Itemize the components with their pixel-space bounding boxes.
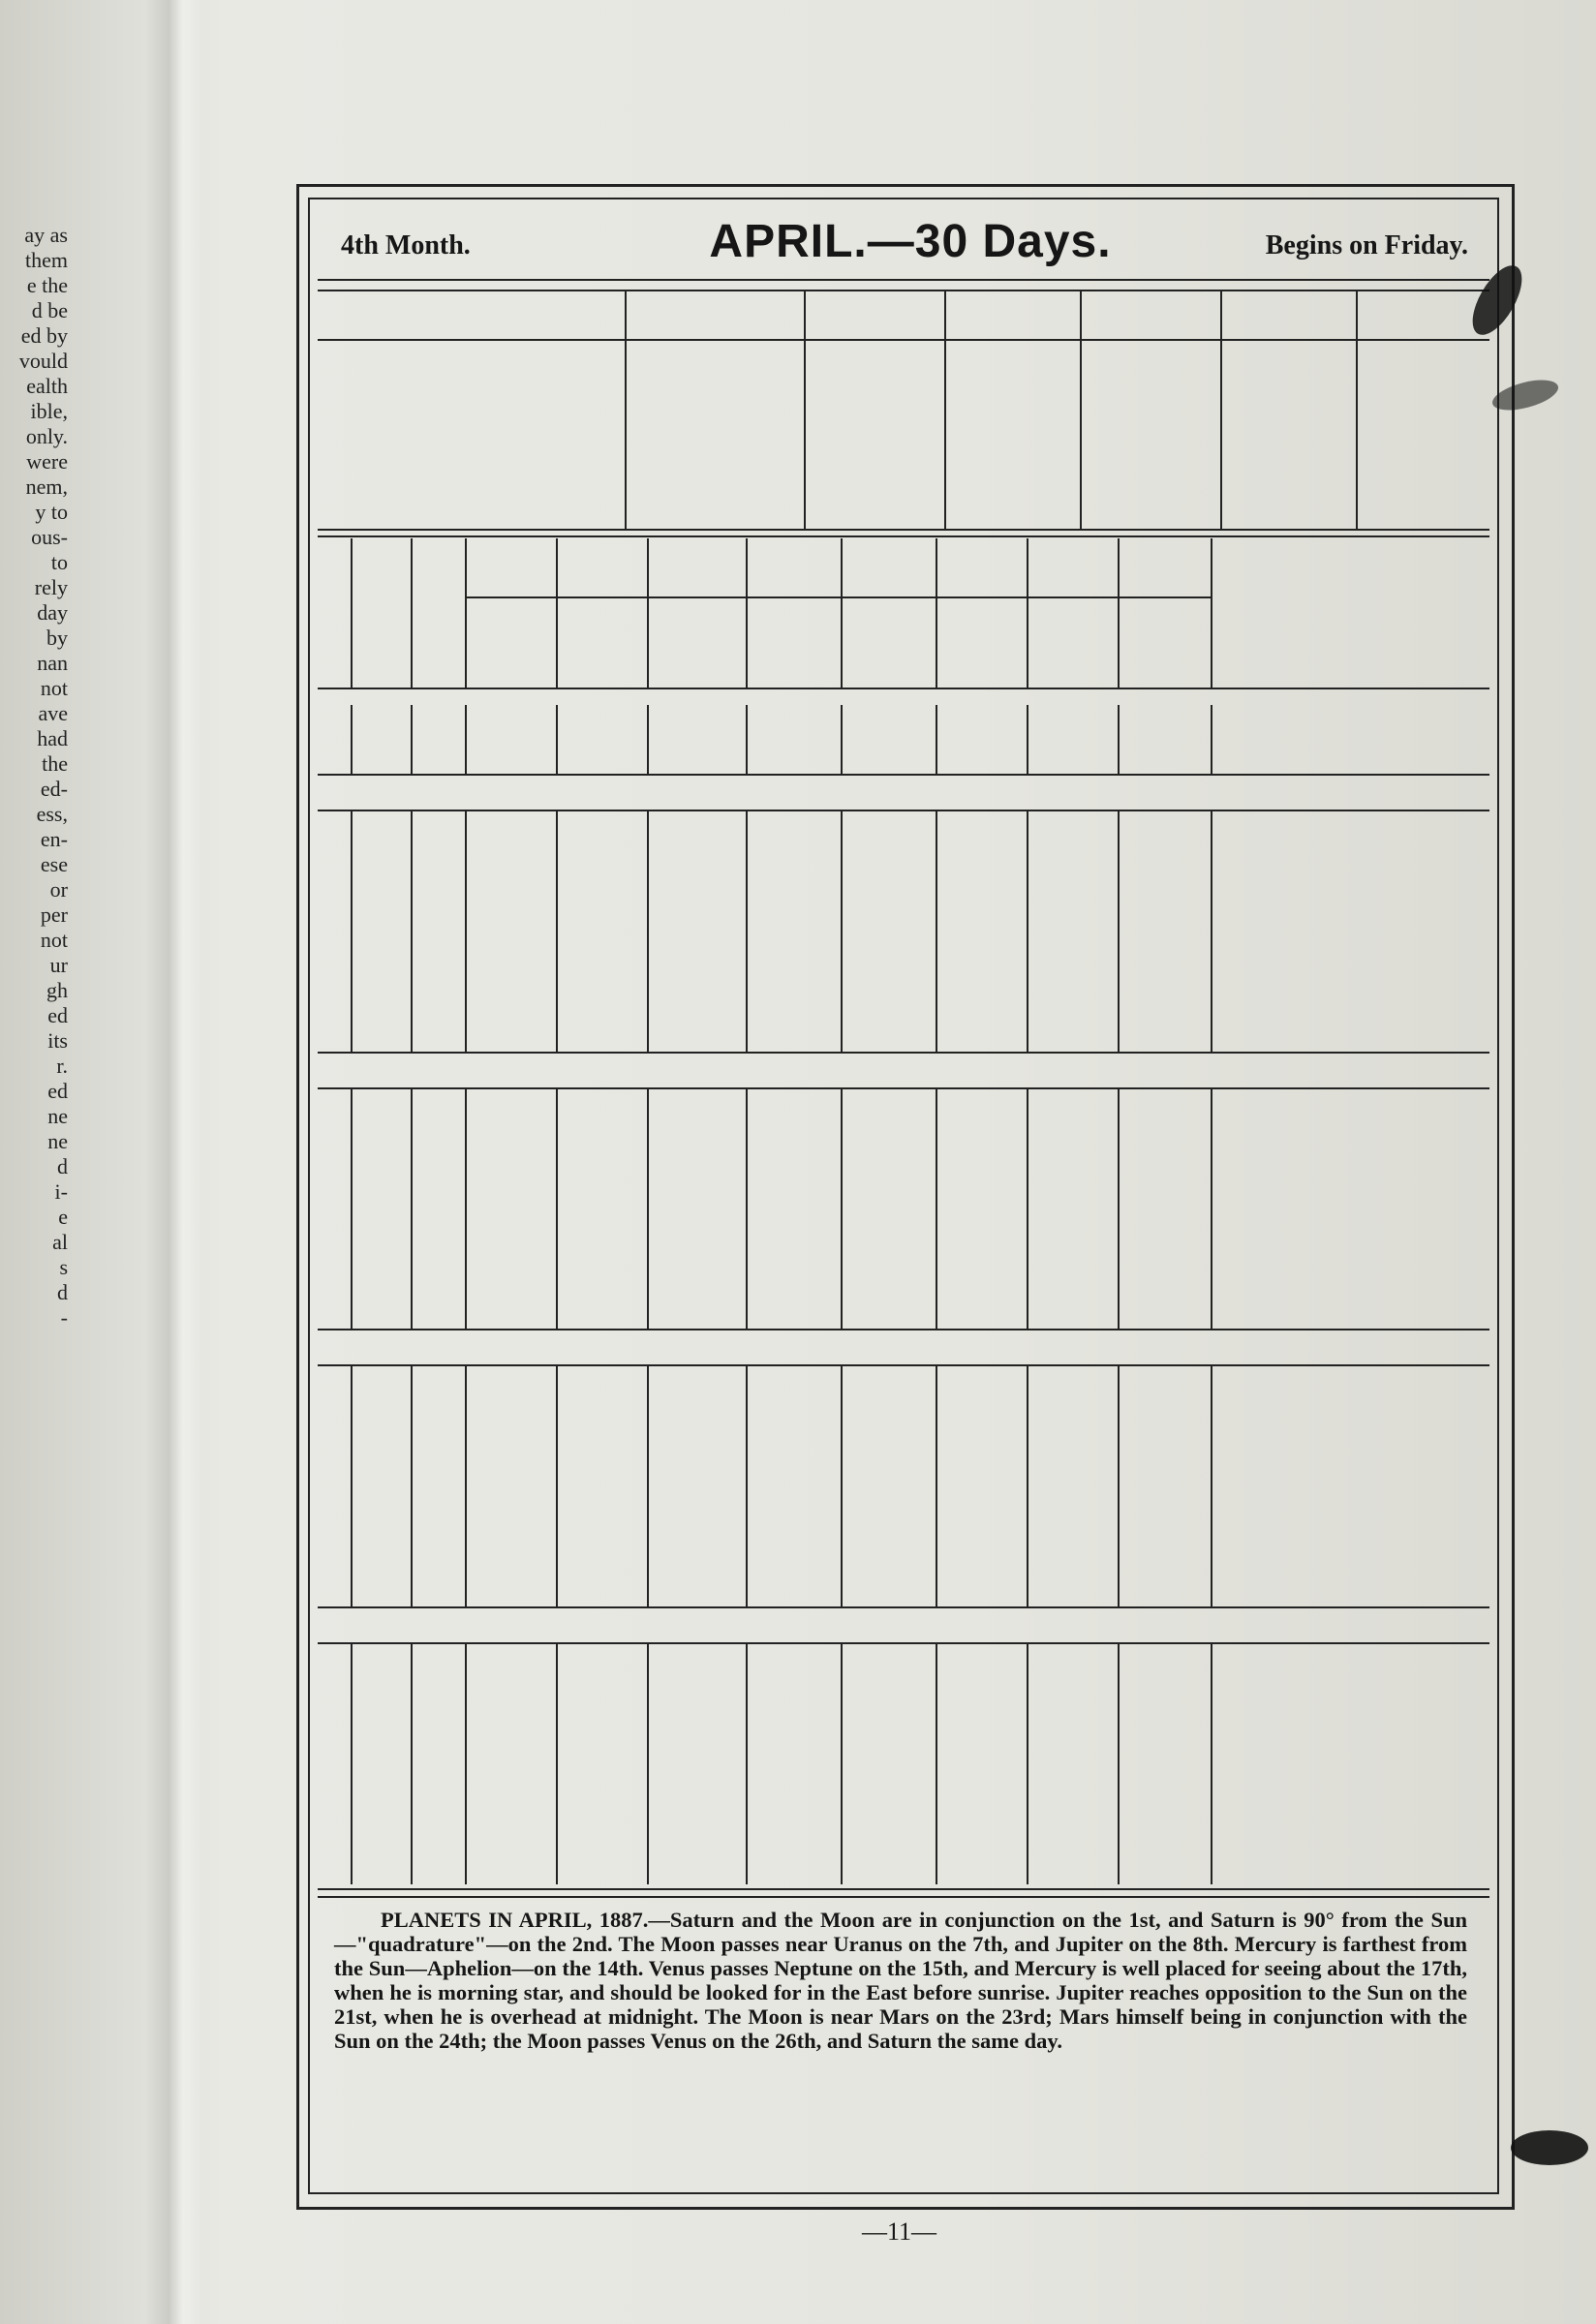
edge-fragment: its [47,1028,68,1053]
col-divider [411,1089,413,1330]
col-divider [1027,705,1028,775]
sunday-header [310,1331,1493,1366]
rule [465,596,1211,598]
col-divider [1080,290,1082,529]
day-row [310,707,1493,742]
page-number: —11— [862,2217,937,2246]
rule [318,1087,1489,1089]
edge-fragment: ed by [20,323,68,348]
ink-blot [1511,2130,1588,2165]
edge-fragment: were [26,449,68,474]
col-divider [411,811,413,1052]
rule [318,535,1489,537]
col-divider [465,1366,467,1606]
col-divider [841,1089,843,1330]
edge-fragment: nem, [25,474,68,499]
edge-fragment: s [59,1255,68,1279]
rule [318,529,1489,531]
rule [318,688,1489,689]
col-divider [647,538,649,688]
edge-fragment: d be [31,298,68,322]
col-divider [465,811,467,1052]
edge-fragment: ed- [40,777,68,801]
day-row [310,1850,1493,1885]
day-row [310,1193,1493,1228]
edge-fragment: i- [54,1179,68,1204]
edge-fragment: - [60,1305,68,1330]
edge-fragment: not [40,676,68,700]
col-divider [841,538,843,688]
col-divider [556,538,558,688]
col-divider [465,705,467,775]
col-divider [936,705,937,775]
edge-fragment: d [57,1280,68,1304]
col-divider [936,811,937,1052]
col-divider [411,1644,413,1884]
day-row [310,1368,1493,1403]
rule [318,774,1489,776]
day-row [310,1646,1493,1681]
col-divider [746,705,748,775]
edge-fragment: ous- [31,525,68,549]
day-row [310,1091,1493,1126]
day-row [310,1262,1493,1297]
day-row [310,1471,1493,1506]
rule [318,1896,1489,1898]
col-divider [841,705,843,775]
col-divider [647,1366,649,1606]
sunday-title [335,1055,345,1085]
day-row [310,950,1493,985]
edge-fragment: per [40,902,68,927]
edge-fragment: en- [40,827,68,851]
edge-fragment: e [58,1205,68,1229]
edge-fragment: ese [40,852,68,876]
sunday-title [335,777,345,807]
day-row [310,1714,1493,1749]
col-divider [465,1089,467,1330]
col-divider [1027,538,1028,688]
edge-fragment: ed [47,1079,68,1103]
col-divider [351,1089,353,1330]
edge-fragment: ur [49,953,68,977]
col-divider [647,811,649,1052]
col-divider [351,538,353,688]
col-divider [351,705,353,775]
edge-fragment: vould [18,349,68,373]
col-divider [1211,1089,1212,1330]
col-divider [1118,1644,1120,1884]
col-divider [746,811,748,1052]
edge-fragment: d [57,1154,68,1178]
col-divider [351,811,353,1052]
sunday-header [310,777,1493,811]
day-row [310,1817,1493,1851]
edge-fragment: al [52,1230,68,1254]
col-divider [351,1644,353,1884]
edge-fragment: r. [56,1054,68,1078]
col-divider [411,705,413,775]
col-divider [841,1366,843,1606]
sunday-title [335,1331,345,1361]
rule [318,1364,1489,1366]
day-row [310,1782,1493,1817]
col-divider [1027,811,1028,1052]
col-divider [411,538,413,688]
day-row [310,1159,1493,1194]
col-divider [1211,1366,1212,1606]
col-divider [936,1089,937,1330]
rule [318,1052,1489,1054]
col-divider [556,1366,558,1606]
day-row [310,1573,1493,1607]
page-fold [145,0,203,2324]
rule [318,1606,1489,1608]
col-divider [556,705,558,775]
day-row [310,813,1493,848]
rule [318,279,1489,281]
col-divider [465,538,467,688]
col-divider [1211,1644,1212,1884]
rule [318,1329,1489,1330]
day-row [310,1539,1493,1574]
almanac-header [320,211,1488,271]
col-divider [647,1644,649,1884]
edge-fragment: by [46,626,68,650]
day-row [310,916,1493,951]
day-row [310,1402,1493,1437]
edge-fragment: to [50,550,68,574]
col-divider [1027,1366,1028,1606]
col-divider [625,290,627,529]
col-divider [841,1644,843,1884]
sunday-title [335,1609,345,1639]
edge-fragment: only. [25,424,68,448]
day-row [310,1019,1493,1054]
col-divider [1118,811,1120,1052]
col-divider [411,1366,413,1606]
day-row [310,1505,1493,1540]
col-divider [1118,1089,1120,1330]
day-row [310,1437,1493,1472]
edge-fragment: or [49,877,68,902]
day-row [310,848,1493,883]
edge-fragment: ave [38,701,68,725]
edge-fragment: ealth [26,374,68,398]
rule [318,339,1489,341]
edge-fragment: ible, [30,399,68,423]
col-divider [1211,811,1212,1052]
col-divider [1211,705,1212,775]
edge-fragment: the [42,751,68,776]
edge-fragment: rely [34,575,68,599]
sunday-header [310,1055,1493,1089]
col-divider [746,1644,748,1884]
day-row [310,1125,1493,1160]
col-divider [1118,1366,1120,1606]
page-title: APRIL.—30 Days. [709,216,1112,267]
month-number: 4th Month. [341,230,471,260]
rule [318,1642,1489,1644]
col-divider [936,538,937,688]
col-divider [1356,290,1358,529]
sunday-header [310,1609,1493,1644]
rule [318,1888,1489,1890]
day-row [310,882,1493,917]
rule [318,810,1489,811]
col-divider [841,811,843,1052]
col-divider [465,1644,467,1884]
col-divider [1211,538,1212,688]
edge-fragment: day [37,600,68,625]
col-divider [556,811,558,1052]
planets-note: PLANETS IN APRIL, 1887.—Saturn and the Moon are in conjunction on the 1st, and Saturn is 90° from the Sun—"quadrature"—on the 2nd. The Moon passes near Uranus on the 7th, and Jupiter on the 8th. Mercury is farthest from the Sun—Aphelion—on the 14th. Venus passes Neptune on the 15th, and Mercury is well placed for seeing about the 17th, when he is morning star, and should be looked for in the East before sunrise. Jupiter reaches opposition to the Sun on the 21st, when he is overhead at midnight. The Moon is near Mars on the 23rd; Mars himself being in conjunction with the Sun on the 24th; the Moon passes Venus on the 26th, and Saturn the same day. [334,1908,1467,2053]
day-row [310,741,1493,776]
col-divider [647,1089,649,1330]
begins-on: Begins on Friday. [1265,230,1468,260]
edge-fragment: ess, [36,802,68,826]
edge-fragment: e the [26,273,68,297]
col-divider [944,290,946,529]
col-divider [936,1644,937,1884]
edge-fragment: had [37,726,68,750]
col-divider [1118,705,1120,775]
edge-fragment: ay as [24,223,68,247]
day-row [310,984,1493,1019]
col-divider [1027,1089,1028,1330]
edge-fragment: ne [47,1104,68,1128]
col-divider [746,1089,748,1330]
edge-fragment: gh [46,978,68,1002]
col-divider [804,290,806,529]
edge-fragment: them [25,248,68,272]
edge-fragment: nan [37,651,68,675]
edge-fragment: not [40,928,68,952]
day-row [310,1296,1493,1330]
col-divider [1027,1644,1028,1884]
col-divider [936,1366,937,1606]
col-divider [556,1089,558,1330]
edge-fragment: ne [47,1129,68,1153]
rule [318,290,1489,291]
day-row [310,1228,1493,1263]
col-divider [1118,538,1120,688]
left-page-edge-text [0,223,68,1330]
col-divider [746,1366,748,1606]
col-divider [556,1644,558,1884]
col-divider [746,538,748,688]
edge-fragment: y to [35,500,68,524]
col-divider [1220,290,1222,529]
col-divider [351,1366,353,1606]
edge-fragment: ed [47,1003,68,1027]
day-row [310,1748,1493,1783]
day-row [310,1680,1493,1715]
col-divider [647,705,649,775]
